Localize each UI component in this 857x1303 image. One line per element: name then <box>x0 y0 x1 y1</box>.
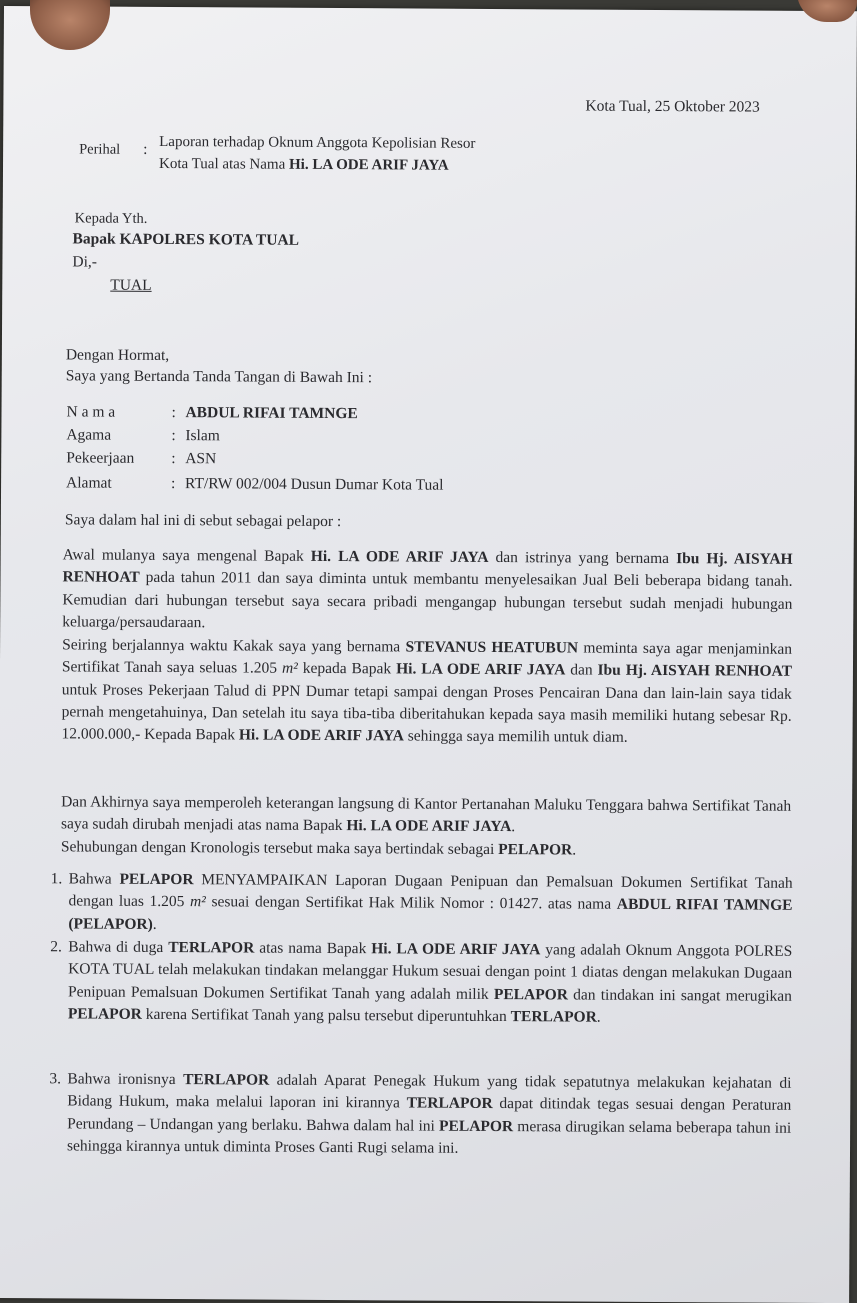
area-unit: m² <box>189 893 206 911</box>
field-row-agama <box>66 424 220 447</box>
name-aisyah-renhoat: Ibu Hj. AISYAH RENHOAT <box>597 661 793 681</box>
text: sehingga saya memilih untuk diam. <box>403 727 628 747</box>
text: Bahwa ironisnya <box>67 1070 184 1089</box>
greeting: Dengan Hormat, <box>65 346 170 365</box>
intro-line: Saya yang Bertanda Tanda Tangan di Bawah Ini : <box>65 367 373 387</box>
text: adalah Aparat Penegak Hukum yang tidak sepatutnya melakukan kejahatan di Bidang Hukum, maka melalui laporan ini kirannya <box>67 1071 792 1112</box>
pelapor-term: PELAPOR <box>67 1005 142 1023</box>
field-label: Pekeerjaan <box>66 449 135 467</box>
field-label: N a m a <box>66 403 116 421</box>
name-stevanus-heatubun: STEVANUS HEATUBUN <box>405 638 579 657</box>
text: pada tahun 2011 dan saya diminta untuk membantu menyelesaikan Jual Beli beberapa bidang tanah. Kemudian dari hubungan tersebut saya secara pribadi mengangap hubungan tersebut sudah menjadi hubungan keluarga/persaudaraan. <box>62 569 793 632</box>
pelapor-term: PELAPOR <box>119 870 194 889</box>
text: dapat ditindak tegas sesuai dengan Peraturan Perundang – Undangan yang berlaku. Bahwa dalam hal ini <box>67 1095 792 1135</box>
field-value-pekerjaan: ASN <box>185 450 217 468</box>
paragraph-2 <box>61 634 792 750</box>
text: . <box>152 915 157 933</box>
list-number: 2. <box>50 938 62 956</box>
text: meminta saya agar menjaminkan Sertifikat Tanah saya seluas 1.205 <box>61 639 793 678</box>
list-item-2 <box>50 936 793 1030</box>
paragraph-4 <box>61 836 791 863</box>
paragraph-1 <box>62 544 793 638</box>
text: yang adalah Oknum Anggota POLRES KOTA TUAL telah melakukan tindakan melanggar Hukum sesuai dengan point 1 diatas dengan melakukan Dugaan Penipuan Pemalsuan Dokumen Sertifikat Tanah yang adalah milik <box>67 941 793 1003</box>
di-label: Di,- <box>72 253 98 271</box>
pelapor-line: Saya dalam hal ini di sebut sebagai pelapor : <box>64 511 342 531</box>
list-item-3 <box>49 1068 792 1162</box>
text: . <box>596 1008 601 1026</box>
letter-paper <box>0 6 857 1303</box>
field-value-nama: ABDUL RIFAI TAMNGE <box>185 404 358 423</box>
perihal-separator: : <box>143 140 148 158</box>
field-separator: : <box>171 450 176 468</box>
field-label: Alamat <box>66 474 112 492</box>
pelapor-term: PELAPOR <box>439 1117 514 1135</box>
text: dan tindakan ini sangat merugikan <box>567 986 793 1005</box>
text: Bahwa <box>68 870 120 888</box>
reporter-name: ABDUL RIFAI TAMNGE (PELAPOR) <box>68 896 793 933</box>
place-date: Kota Tual, 25 Oktober 2023 <box>585 97 760 116</box>
text: untuk Proses Pekerjaan Talud di PPN Dumar tetapi sampai dengan Proses Pencairan Dana dan lain-lain saya tidak pernah mengetahuinya, Dan setelah itu saya tiba-tiba diberitahukan kepada saya masih memiliki hutang sebesar Rp. 12.000.000,- Kepada Bapak <box>61 680 792 744</box>
text: Sehubungan dengan Kronologis tersebut maka saya bertindak sebagai <box>60 838 499 859</box>
terlapor-term: TERLAPOR <box>183 1071 270 1089</box>
list-item-1 <box>50 868 792 939</box>
text: MENYAMPAIKAN Laporan Dugaan Penipuan dan Pemalsuan Dokumen Sertifikat Tanah dengan luas 1.205 <box>68 871 793 911</box>
text: kepada Bapak <box>297 660 397 678</box>
field-value-alamat: RT/RW 002/004 Dusun Dumar Kota Tual <box>185 475 444 494</box>
field-row-pekerjaan <box>66 447 216 470</box>
field-label: Agama <box>66 426 112 444</box>
name-la-ode-arif-jaya: Hi. LA ODE ARIF JAYA <box>396 660 566 679</box>
list-number: 3. <box>49 1070 62 1088</box>
recipient: Bapak KAPOLRES KOTA TUAL <box>72 230 300 249</box>
field-value-agama: Islam <box>185 427 220 445</box>
recipient-city: TUAL <box>110 276 152 294</box>
text: Bahwa di duga <box>68 938 169 957</box>
pelapor-term: PELAPOR <box>498 841 573 859</box>
text: . <box>511 818 516 836</box>
text: dan istrinya yang bernama <box>488 548 677 568</box>
perihal-line-1: Laporan terhadap Oknum Anggota Kepolisian Resor <box>159 133 476 152</box>
kepada-yth: Kepada Yth. <box>74 210 148 227</box>
text: dan <box>565 661 598 679</box>
text: sesuai dengan Sertifikat Hak Milik Nomor : 01427. atas nama <box>205 893 617 914</box>
name-la-ode-arif-jaya: Hi. LA ODE ARIF JAYA <box>371 940 541 959</box>
perihal-line-2 <box>159 153 449 177</box>
name-la-ode-arif-jaya: Hi. LA ODE ARIF JAYA <box>346 817 512 836</box>
paragraph-3 <box>61 791 791 840</box>
text: merasa dirugikan selama beberapa tahun ini sehingga kirannya untuk diminta Proses Ganti Rugi selama ini. <box>66 1117 792 1157</box>
terlapor-term: TERLAPOR <box>168 939 255 957</box>
text: . <box>572 841 577 859</box>
field-row-alamat <box>66 472 444 496</box>
name-aisyah-renhoat: Ibu Hj. AISYAH RENHOAT <box>62 550 793 587</box>
list-number: 1. <box>50 870 63 888</box>
text: atas nama Bapak <box>254 939 372 958</box>
text: karena Sertifikat Tanah yang palsu tersebut diperuntuhkan <box>141 1005 511 1026</box>
name-la-ode-arif-jaya: Hi. LA ODE ARIF JAYA <box>310 547 489 566</box>
field-separator: : <box>171 475 176 493</box>
field-row-nama <box>66 401 357 425</box>
perihal-label: Perihal <box>79 141 121 158</box>
terlapor-term: TERLAPOR <box>510 1008 597 1026</box>
field-separator: : <box>171 427 176 445</box>
text: Dan Akhirnya saya memperoleh keterangan langsung di Kantor Pertanahan Maluku Tenggara bahwa Sertifikat Tanah saya sudah dirubah menjadi atas nama Bapak <box>60 793 792 835</box>
terlapor-term: TERLAPOR <box>406 1094 493 1113</box>
name-la-ode-arif-jaya: Hi. LA ODE ARIF JAYA <box>238 726 404 745</box>
text: Awal mulanya saya mengenal Bapak <box>62 546 311 565</box>
field-separator: : <box>171 404 176 422</box>
area-unit: m² <box>281 660 298 678</box>
perihal-line-2-prefix: Kota Tual atas Nama <box>158 155 290 173</box>
perihal-subject-name: Hi. LA ODE ARIF JAYA <box>288 156 449 174</box>
text: Seiring berjalannya waktu Kakak saya yang bernama <box>62 636 406 656</box>
pelapor-term: PELAPOR <box>493 985 569 1004</box>
